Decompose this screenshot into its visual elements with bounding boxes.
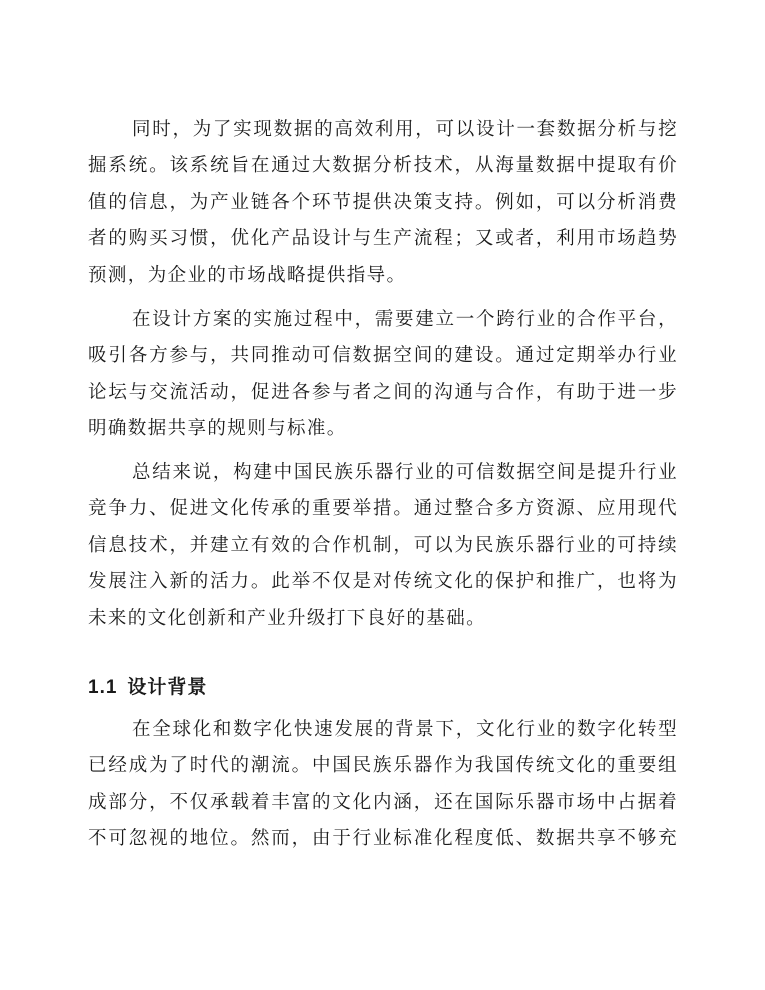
paragraph-line: 成部分，不仅承载着丰富的文化内涵，还在国际乐器市场中占据着: [88, 791, 678, 813]
paragraph-line: 预测，为企业的市场战略提供指导。: [88, 264, 407, 286]
paragraph-line: 论坛与交流活动，促进各参与者之间的沟通与合作，有助于进一步: [88, 381, 678, 403]
paragraph-line: 不可忽视的地位。然而，由于行业标准化程度低、数据共享不够充: [88, 828, 678, 850]
paragraph-line: 在设计方案的实施过程中，需要建立一个跨行业的合作平台，: [132, 309, 678, 330]
section-heading: [88, 669, 207, 706]
paragraph-line: 发展注入新的活力。此举不仅是对传统文化的保护和推广，也将为: [88, 571, 678, 593]
paragraph-line: 者的购买习惯，优化产品设计与生产流程；又或者，利用市场趋势: [88, 228, 678, 250]
paragraph-4: [88, 712, 678, 858]
paragraph-line: 掘系统。该系统旨在通过大数据分析技术，从海量数据中提取有价: [88, 155, 678, 177]
paragraph-line: 值的信息，为产业链各个环节提供决策支持。例如，可以分析消费: [88, 191, 678, 213]
paragraph-1: [88, 112, 678, 294]
paragraph-line: 竞争力、促进文化传承的重要举措。通过整合多方资源、应用现代: [88, 498, 678, 520]
section-number: 1.1: [88, 677, 118, 698]
paragraph-line: 已经成为了时代的潮流。中国民族乐器作为我国传统文化的重要组: [88, 755, 678, 777]
paragraph-line: 总结来说，构建中国民族乐器行业的可信数据空间是提升行业: [132, 462, 678, 483]
paragraph-line: 同时，为了实现数据的高效利用，可以设计一套数据分析与挖: [132, 119, 678, 140]
paragraph-line: 信息技术，并建立有效的合作机制，可以为民族乐器行业的可持续: [88, 534, 678, 556]
paragraph-line: 未来的文化创新和产业升级打下良好的基础。: [88, 607, 487, 629]
paragraph-line: 明确数据共享的规则与标准。: [88, 418, 347, 440]
section-title: 设计背景: [127, 676, 208, 698]
paragraph-2: [88, 302, 678, 448]
paragraph-3: [88, 455, 678, 637]
paragraph-line: 在全球化和数字化快速发展的背景下，文化行业的数字化转型: [132, 719, 678, 740]
paragraph-line: 吸引各方参与，共同推动可信数据空间的建设。通过定期举办行业: [88, 345, 678, 367]
